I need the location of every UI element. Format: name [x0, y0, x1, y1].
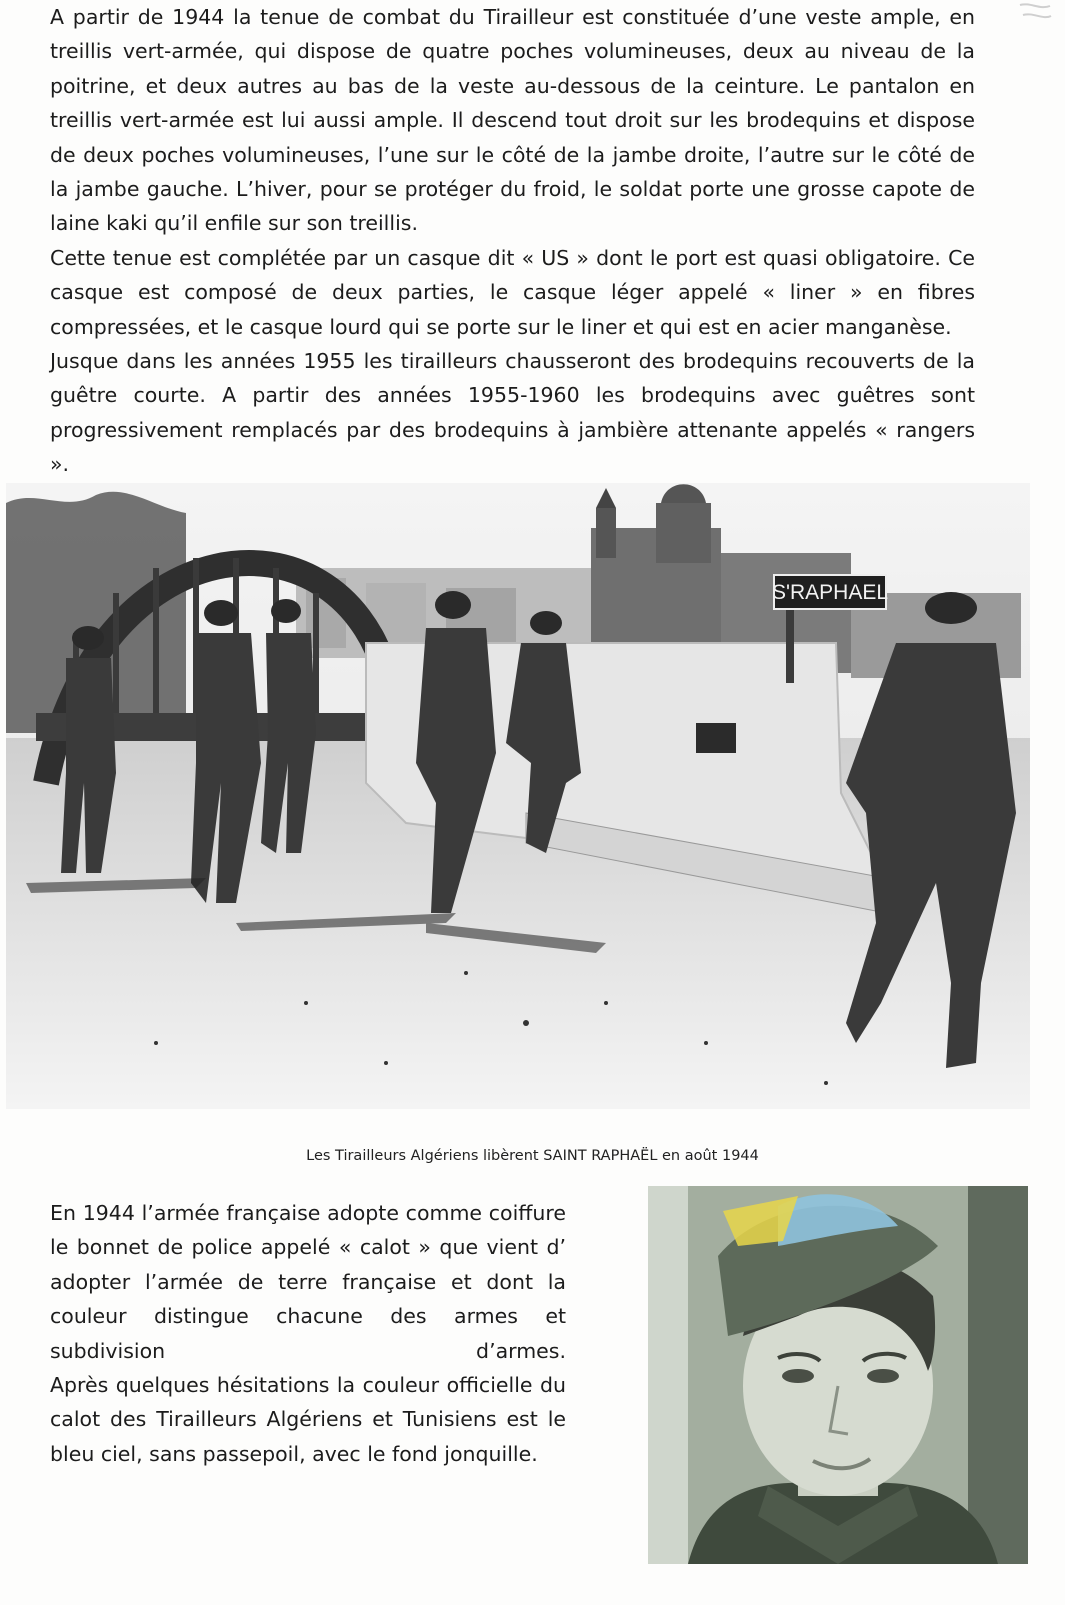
photo-saint-raphael: [6, 483, 1030, 1109]
outro-text: [50, 1196, 566, 1471]
portrait-photo: [648, 1186, 1028, 1564]
sign-saint-raphael: S'RAPHAEL: [771, 581, 889, 604]
photo-caption: Les Tirailleurs Algériens libèrent SAINT RAPHAËL en août 1944: [306, 1148, 759, 1164]
intro-paragraph-boots: Jusque dans les années 1955 les tirailleurs chausseront des brodequins recouverts de la guêtre courte. A partir des années 1955-1960 les brodequins avec guêtres sont progressivement remplacés par des brodequins à jambière attenante appelés « rangers ».: [50, 349, 975, 477]
outro-paragraph-color: Après quelques hésitations la couleur officielle du calot des Tirailleurs Algériens et Tunisiens est le bleu ciel, sans passepoil, avec le fond jonquille.: [50, 1373, 566, 1466]
intro-text: [50, 0, 975, 482]
outro-paragraph-calot: En 1944 l’armée française adopte comme coiffure le bonnet de police appelé « calot » que vient d’ adopter l’armée de terre française et dont la couleur distingue chacune des armes et subdivision d’armes.: [50, 1201, 566, 1363]
scan-mark: [1015, 0, 1055, 26]
intro-paragraph-helmet: Cette tenue est complétée par un casque dit « US » dont le port est quasi obligatoire. Ce casque est composé de deux parties, le casque léger appelé « liner » en fibres compressées, et le casque lourd qui se porte sur le liner et qui est en acier manganèse.: [50, 245, 975, 339]
intro-paragraph-uniform: A partir de 1944 la tenue de combat du Tirailleur est constituée d’une veste ample, en treillis vert-armée, qui dispose de quatre poches volumineuses, deux au niveau de la poitrine, et deux autres au bas de la veste au-dessous de la ceinture. Le pantalon en treillis vert-armée est lui aussi ample. Il descend tout droit sur les brodequins et dispose de deux poches volumineuses, l’une sur le côté de la jambe droite, l’autre sur le côté de la jambe gauche. L’hiver, pour se protéger du froid, le soldat porte une grosse capote de laine kaki qu’il enfile sur son treillis.: [50, 5, 975, 236]
